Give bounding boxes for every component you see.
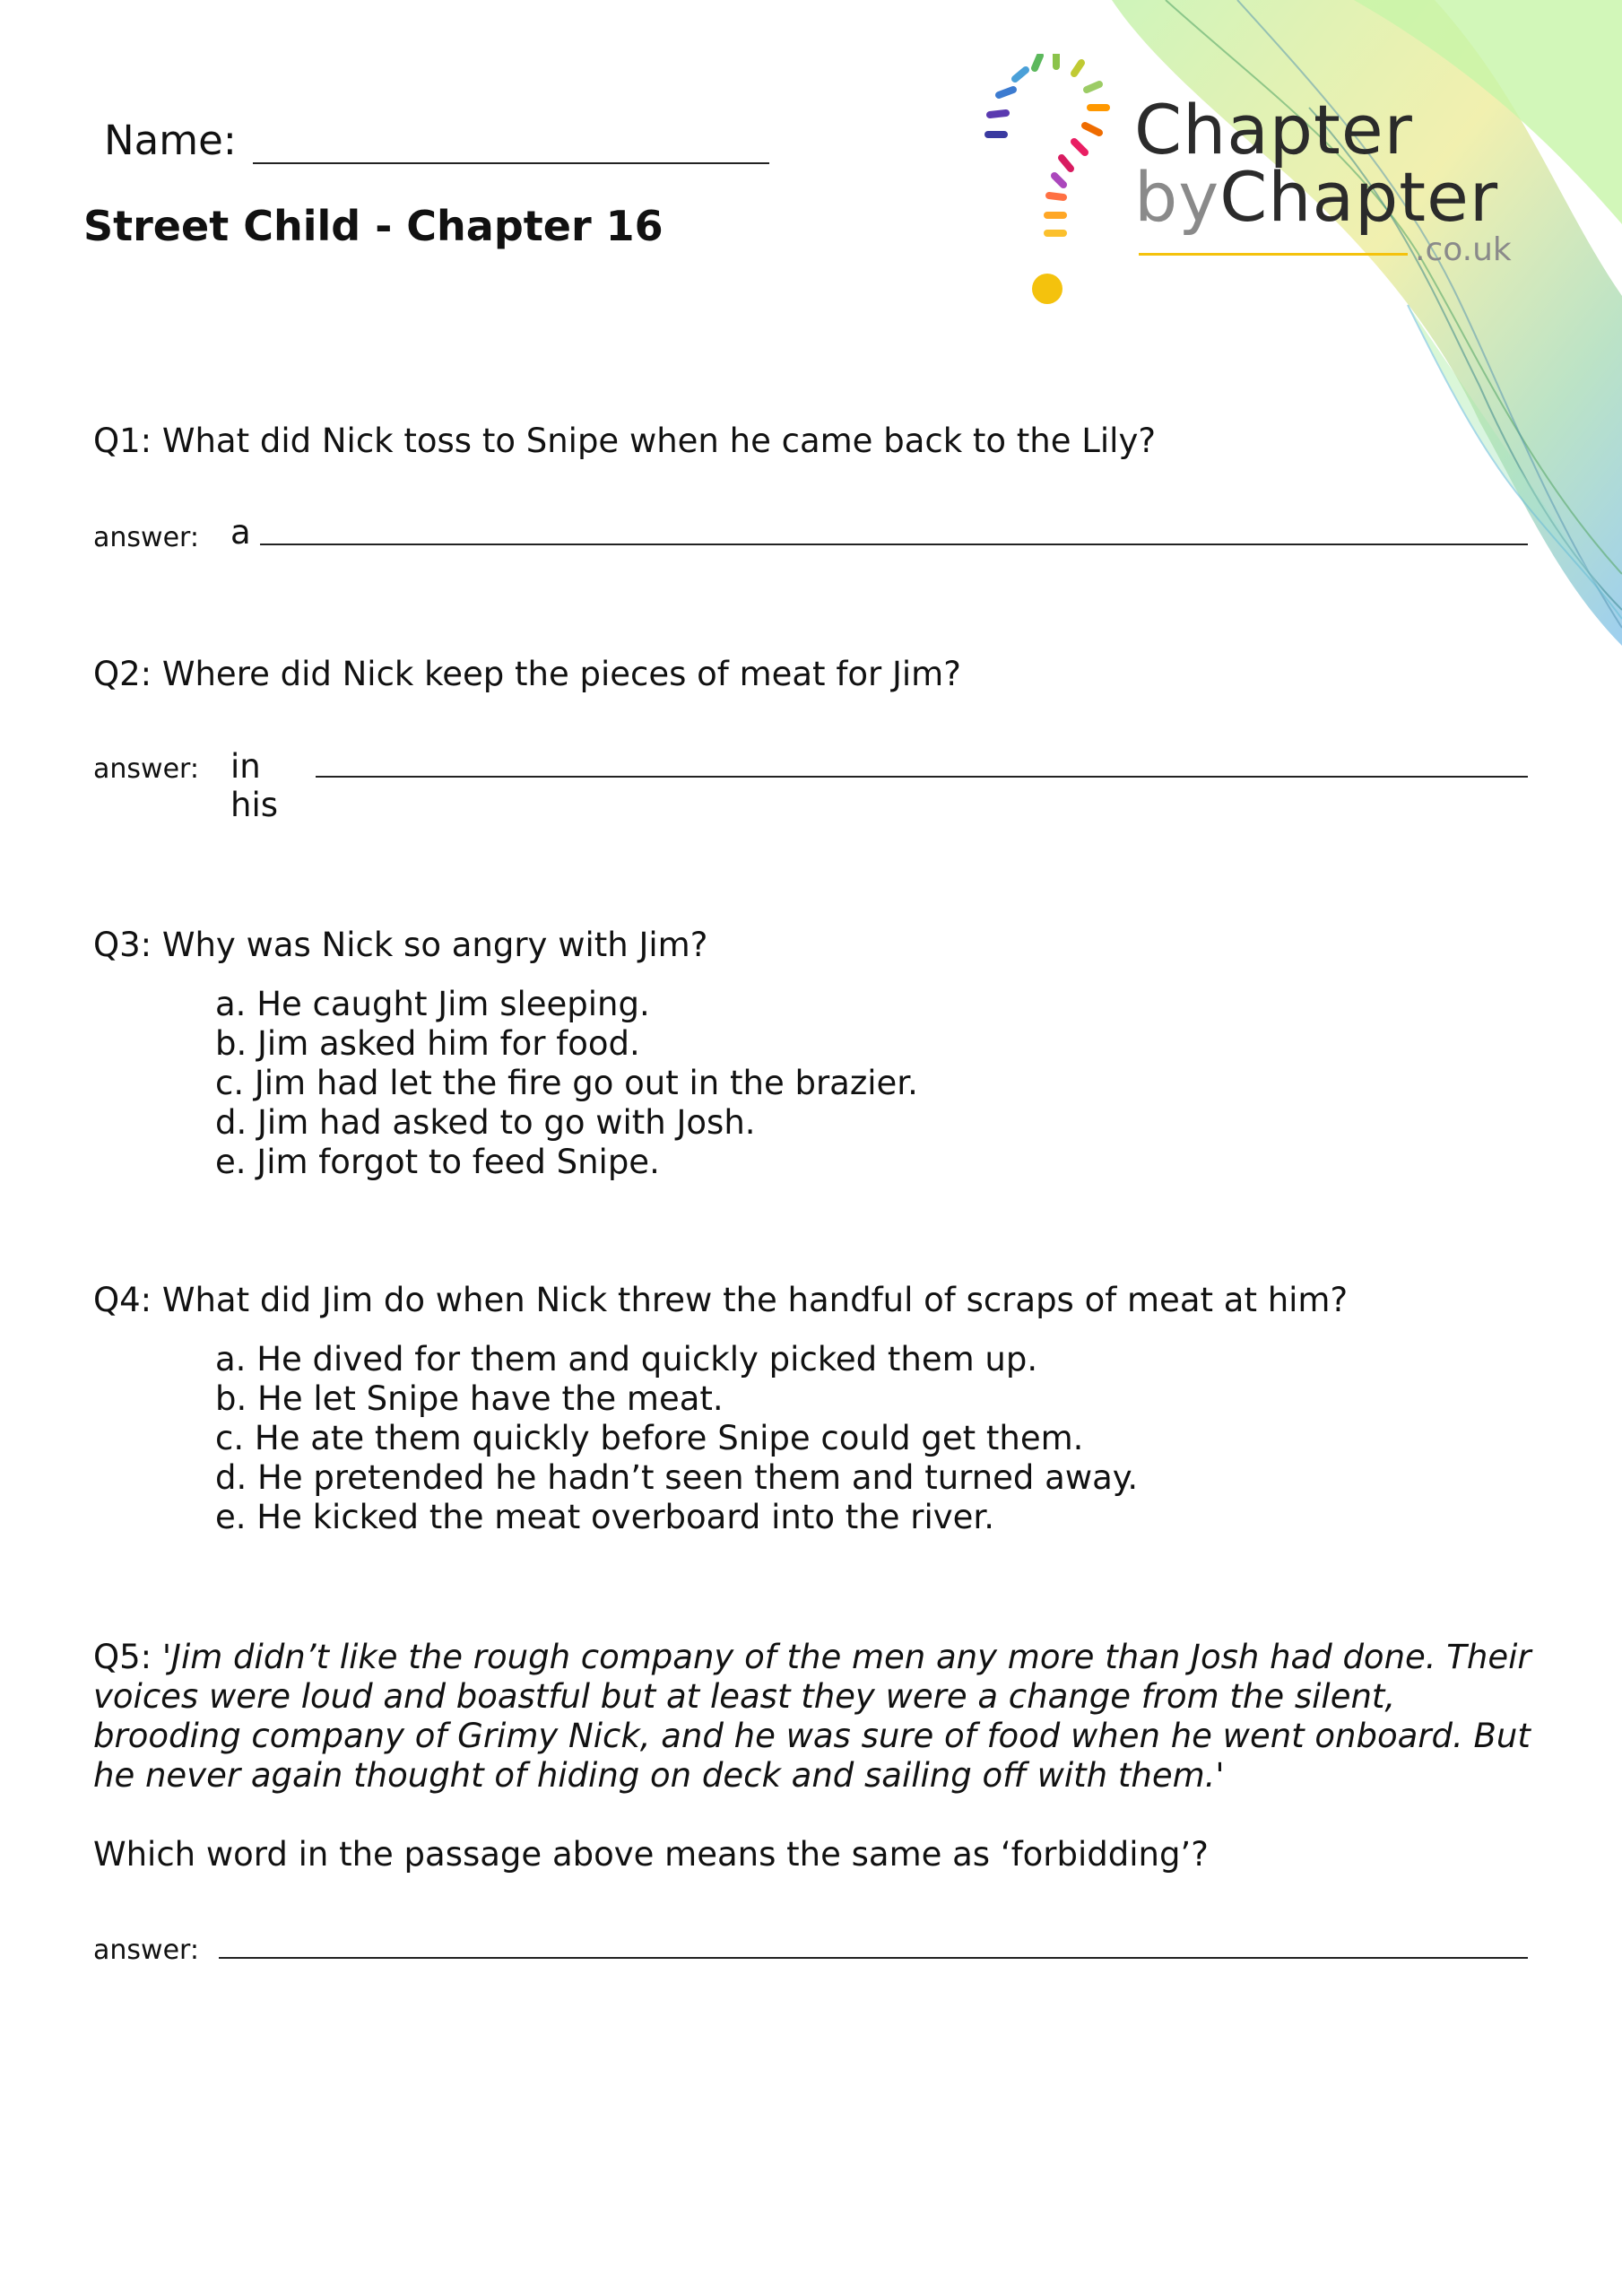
q3-option-c: c. Jim had let the fire go out in the brazier.	[215, 1064, 918, 1102]
logo-underline	[1139, 253, 1408, 256]
question-mark-books-icon	[968, 54, 1112, 314]
q5-passage	[93, 1638, 1531, 1796]
q5-passage-line-1	[93, 1638, 1531, 1677]
q2-answer-prefix-line1: in	[230, 747, 261, 786]
logo-word-chapter-2: Chapter	[1219, 157, 1499, 237]
q1-answer-prefix: a	[230, 513, 251, 552]
q4-option-c: c. He ate them quickly before Snipe could get them.	[215, 1419, 1084, 1457]
q1-prompt: Q1: What did Nick toss to Snipe when he came back to the Lily?	[93, 422, 1156, 460]
page-title: Street Child - Chapter 16	[83, 202, 664, 250]
name-field[interactable]	[253, 162, 769, 164]
q2-answer-prefix-line2: his	[230, 786, 279, 824]
q4-option-e: e. He kicked the meat overboard into the river.	[215, 1498, 994, 1536]
logo-domain: .co.uk	[1415, 231, 1512, 268]
q3-options	[215, 985, 918, 1182]
logo-word-by: by	[1134, 157, 1220, 237]
q5-prefix: Q5:	[93, 1638, 162, 1676]
q1-answer-label: answer:	[93, 522, 199, 553]
name-label: Name:	[104, 117, 237, 164]
q4-options	[215, 1340, 1138, 1537]
q3-prompt: Q3: Why was Nick so angry with Jim?	[93, 926, 708, 964]
q1-answer-line[interactable]	[260, 544, 1528, 545]
q5-passage-text-1: 'Jim didn’t like the rough company of the men any more than Josh had done. Their	[161, 1638, 1531, 1676]
q4-option-b: b. He let Snipe have the meat.	[215, 1379, 724, 1418]
q5-passage-line-3: brooding company of Grimy Nick, and he was sure of food when he went onboard. But	[93, 1717, 1531, 1755]
q4-option-a: a. He dived for them and quickly picked them up.	[215, 1340, 1038, 1378]
q4-option-d: d. He pretended he hadn’t seen them and turned away.	[215, 1458, 1139, 1497]
q4-prompt: Q4: What did Jim do when Nick threw the handful of scraps of meat at him?	[93, 1281, 1349, 1319]
q3-option-e: e. Jim forgot to feed Snipe.	[215, 1143, 660, 1181]
q5-answer-line[interactable]	[219, 1957, 1528, 1959]
logo-word-chapter: Chapter	[1134, 90, 1413, 170]
q5-answer-label: answer:	[93, 1935, 199, 1966]
logo-word-bychapter	[1134, 157, 1498, 237]
q2-answer-line[interactable]	[316, 776, 1528, 778]
q3-option-b: b. Jim asked him for food.	[215, 1024, 640, 1063]
q5-passage-line-2: voices were loud and boastful but at least they were a change from the silent,	[93, 1677, 1396, 1716]
q2-answer-label: answer:	[93, 753, 199, 785]
q2-prompt: Q2: Where did Nick keep the pieces of meat for Jim?	[93, 655, 961, 693]
q5-passage-line-4: he never again thought of hiding on deck and sailing off with them.'	[93, 1756, 1225, 1795]
q3-option-d: d. Jim had asked to go with Josh.	[215, 1103, 756, 1142]
q3-option-a: a. He caught Jim sleeping.	[215, 985, 650, 1023]
logo	[968, 54, 1542, 314]
q5-prompt: Which word in the passage above means the same as ‘forbidding’?	[93, 1835, 1209, 1874]
